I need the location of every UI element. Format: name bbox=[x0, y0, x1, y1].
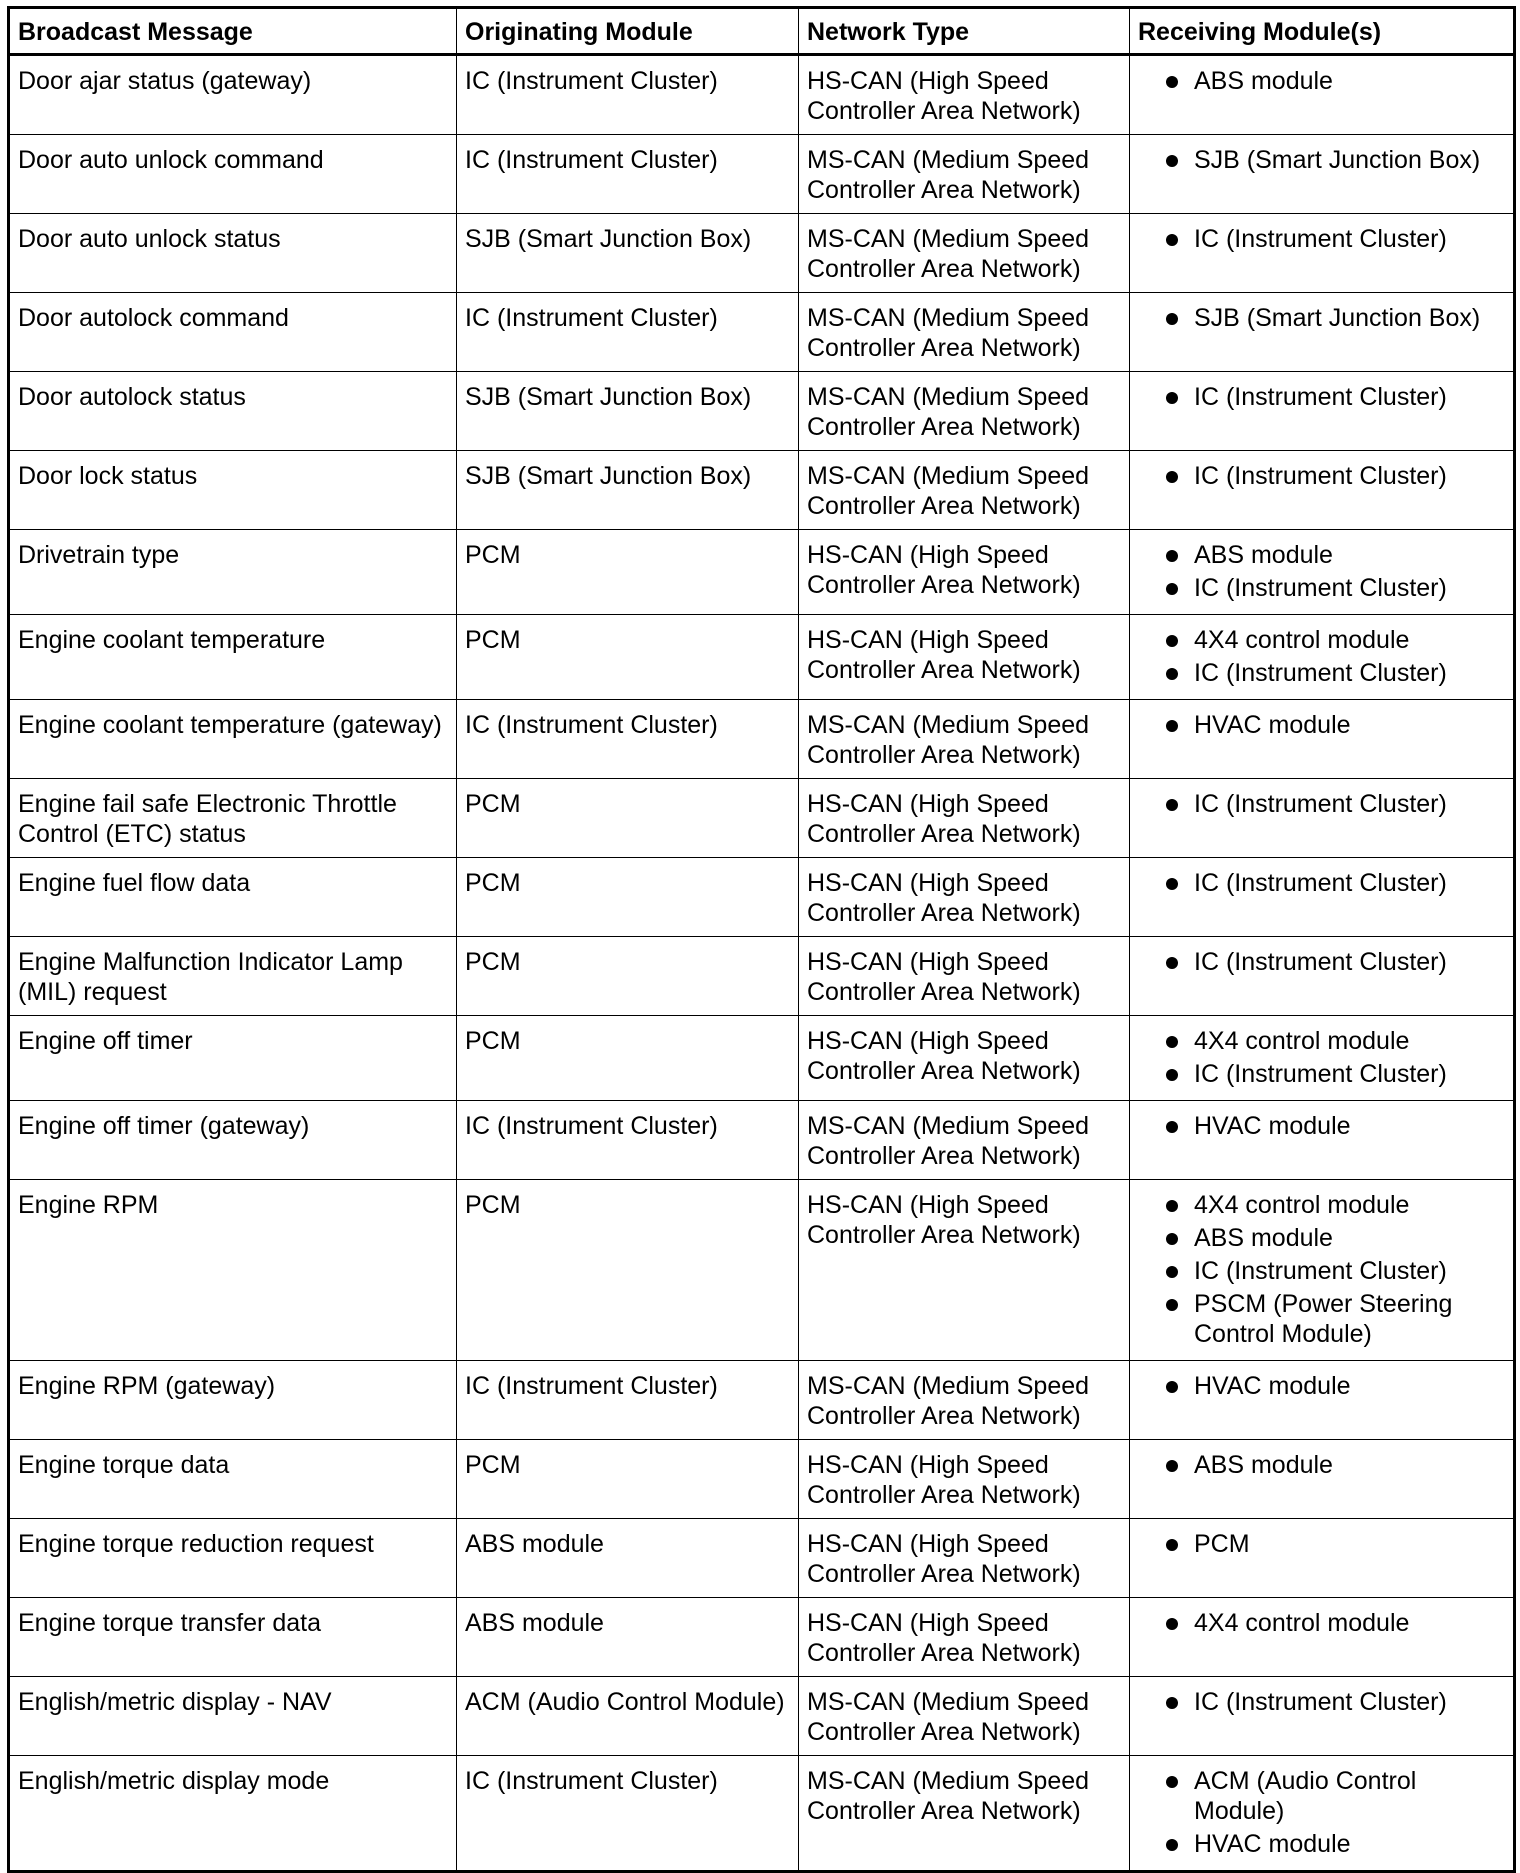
network-type-cell: MS-CAN (Medium Speed Controller Area Network) bbox=[799, 135, 1130, 214]
table-row bbox=[9, 1180, 1515, 1361]
receiving-module-item: HVAC module bbox=[1166, 710, 1505, 740]
network-type-cell: HS-CAN (High Speed Controller Area Network) bbox=[799, 937, 1130, 1016]
originating-module-cell: ABS module bbox=[457, 1519, 799, 1598]
receiving-modules-list bbox=[1138, 1111, 1505, 1141]
network-type-cell: HS-CAN (High Speed Controller Area Network) bbox=[799, 1440, 1130, 1519]
originating-module-cell: PCM bbox=[457, 1016, 799, 1101]
receiving-module-item: IC (Instrument Cluster) bbox=[1166, 573, 1505, 603]
table-row bbox=[9, 214, 1515, 293]
receiving-module-item: HVAC module bbox=[1166, 1829, 1505, 1859]
receiving-module-item: 4X4 control module bbox=[1166, 1608, 1505, 1638]
table-row bbox=[9, 700, 1515, 779]
table-row bbox=[9, 1440, 1515, 1519]
receiving-modules-cell bbox=[1130, 1016, 1515, 1101]
originating-module-cell: PCM bbox=[457, 615, 799, 700]
broadcast-message-cell: Door ajar status (gateway) bbox=[9, 55, 457, 135]
receiving-module-item: IC (Instrument Cluster) bbox=[1166, 1687, 1505, 1717]
network-type-cell: MS-CAN (Medium Speed Controller Area Network) bbox=[799, 451, 1130, 530]
broadcast-message-cell: Drivetrain type bbox=[9, 530, 457, 615]
network-type-cell: HS-CAN (High Speed Controller Area Network) bbox=[799, 1519, 1130, 1598]
originating-module-cell: PCM bbox=[457, 779, 799, 858]
broadcast-message-cell: Engine torque data bbox=[9, 1440, 457, 1519]
receiving-modules-list bbox=[1138, 1766, 1505, 1859]
originating-module-cell: SJB (Smart Junction Box) bbox=[457, 372, 799, 451]
broadcast-message-cell: English/metric display - NAV bbox=[9, 1677, 457, 1756]
receiving-module-item: IC (Instrument Cluster) bbox=[1166, 1059, 1505, 1089]
originating-module-cell: IC (Instrument Cluster) bbox=[457, 1361, 799, 1440]
originating-module-cell: SJB (Smart Junction Box) bbox=[457, 451, 799, 530]
receiving-module-item: IC (Instrument Cluster) bbox=[1166, 461, 1505, 491]
receiving-module-item: PSCM (Power Steering Control Module) bbox=[1166, 1289, 1505, 1349]
receiving-modules-list bbox=[1138, 1026, 1505, 1089]
broadcast-message-cell: Engine off timer bbox=[9, 1016, 457, 1101]
network-type-cell: MS-CAN (Medium Speed Controller Area Network) bbox=[799, 1361, 1130, 1440]
receiving-modules-list bbox=[1138, 1371, 1505, 1401]
table-row bbox=[9, 1361, 1515, 1440]
originating-module-cell: PCM bbox=[457, 1440, 799, 1519]
receiving-module-item: IC (Instrument Cluster) bbox=[1166, 947, 1505, 977]
receiving-modules-list bbox=[1138, 1190, 1505, 1349]
receiving-modules-cell bbox=[1130, 937, 1515, 1016]
table-header-row bbox=[9, 8, 1515, 55]
receiving-modules-cell bbox=[1130, 1361, 1515, 1440]
table-row bbox=[9, 1756, 1515, 1872]
network-type-cell: HS-CAN (High Speed Controller Area Network) bbox=[799, 1598, 1130, 1677]
broadcast-message-cell: Engine coolant temperature bbox=[9, 615, 457, 700]
table-row bbox=[9, 293, 1515, 372]
broadcast-message-cell: Engine off timer (gateway) bbox=[9, 1101, 457, 1180]
receiving-modules-list bbox=[1138, 224, 1505, 254]
network-type-cell: HS-CAN (High Speed Controller Area Network) bbox=[799, 55, 1130, 135]
network-type-cell: MS-CAN (Medium Speed Controller Area Network) bbox=[799, 1677, 1130, 1756]
originating-module-cell: ABS module bbox=[457, 1598, 799, 1677]
broadcast-message-cell: Door autolock status bbox=[9, 372, 457, 451]
receiving-modules-cell bbox=[1130, 1180, 1515, 1361]
receiving-module-item: HVAC module bbox=[1166, 1371, 1505, 1401]
network-type-cell: MS-CAN (Medium Speed Controller Area Network) bbox=[799, 1101, 1130, 1180]
table-row bbox=[9, 615, 1515, 700]
broadcast-message-table bbox=[7, 6, 1516, 1873]
network-type-cell: HS-CAN (High Speed Controller Area Network) bbox=[799, 530, 1130, 615]
receiving-modules-cell bbox=[1130, 372, 1515, 451]
table-row bbox=[9, 372, 1515, 451]
originating-module-cell: PCM bbox=[457, 1180, 799, 1361]
receiving-module-item: ABS module bbox=[1166, 540, 1505, 570]
receiving-modules-cell bbox=[1130, 135, 1515, 214]
receiving-modules-list bbox=[1138, 145, 1505, 175]
network-type-cell: HS-CAN (High Speed Controller Area Network) bbox=[799, 615, 1130, 700]
receiving-modules-cell bbox=[1130, 615, 1515, 700]
network-type-cell: HS-CAN (High Speed Controller Area Network) bbox=[799, 1016, 1130, 1101]
header-originating-module: Originating Module bbox=[457, 8, 799, 55]
originating-module-cell: IC (Instrument Cluster) bbox=[457, 135, 799, 214]
receiving-modules-list bbox=[1138, 382, 1505, 412]
receiving-modules-list bbox=[1138, 789, 1505, 819]
receiving-module-item: PCM bbox=[1166, 1529, 1505, 1559]
broadcast-message-cell: Engine coolant temperature (gateway) bbox=[9, 700, 457, 779]
table-row bbox=[9, 1101, 1515, 1180]
receiving-module-item: 4X4 control module bbox=[1166, 1026, 1505, 1056]
receiving-module-item: IC (Instrument Cluster) bbox=[1166, 382, 1505, 412]
network-type-cell: MS-CAN (Medium Speed Controller Area Network) bbox=[799, 293, 1130, 372]
receiving-modules-list bbox=[1138, 1450, 1505, 1480]
receiving-modules-cell bbox=[1130, 858, 1515, 937]
broadcast-message-cell: Engine torque reduction request bbox=[9, 1519, 457, 1598]
receiving-module-item: 4X4 control module bbox=[1166, 1190, 1505, 1220]
receiving-modules-cell bbox=[1130, 779, 1515, 858]
table-row bbox=[9, 937, 1515, 1016]
receiving-module-item: IC (Instrument Cluster) bbox=[1166, 789, 1505, 819]
table-row bbox=[9, 858, 1515, 937]
receiving-modules-cell bbox=[1130, 1756, 1515, 1872]
receiving-modules-cell bbox=[1130, 293, 1515, 372]
receiving-modules-cell bbox=[1130, 1101, 1515, 1180]
receiving-module-item: IC (Instrument Cluster) bbox=[1166, 868, 1505, 898]
network-type-cell: HS-CAN (High Speed Controller Area Network) bbox=[799, 779, 1130, 858]
receiving-modules-list bbox=[1138, 625, 1505, 688]
network-type-cell: HS-CAN (High Speed Controller Area Network) bbox=[799, 1180, 1130, 1361]
originating-module-cell: PCM bbox=[457, 937, 799, 1016]
broadcast-message-cell: Door autolock command bbox=[9, 293, 457, 372]
originating-module-cell: IC (Instrument Cluster) bbox=[457, 700, 799, 779]
receiving-modules-list bbox=[1138, 947, 1505, 977]
header-network-type: Network Type bbox=[799, 8, 1130, 55]
originating-module-cell: ACM (Audio Control Module) bbox=[457, 1677, 799, 1756]
originating-module-cell: PCM bbox=[457, 530, 799, 615]
table-row bbox=[9, 55, 1515, 135]
table-row bbox=[9, 530, 1515, 615]
receiving-modules-list bbox=[1138, 1608, 1505, 1638]
broadcast-message-cell: Engine torque transfer data bbox=[9, 1598, 457, 1677]
originating-module-cell: PCM bbox=[457, 858, 799, 937]
table-row bbox=[9, 1016, 1515, 1101]
receiving-modules-cell bbox=[1130, 1519, 1515, 1598]
receiving-module-item: SJB (Smart Junction Box) bbox=[1166, 145, 1505, 175]
receiving-module-item: HVAC module bbox=[1166, 1111, 1505, 1141]
receiving-modules-list bbox=[1138, 461, 1505, 491]
receiving-modules-cell bbox=[1130, 530, 1515, 615]
receiving-module-item: IC (Instrument Cluster) bbox=[1166, 658, 1505, 688]
broadcast-message-cell: Engine RPM bbox=[9, 1180, 457, 1361]
broadcast-message-cell: English/metric display mode bbox=[9, 1756, 457, 1872]
receiving-modules-cell bbox=[1130, 55, 1515, 135]
receiving-modules-cell bbox=[1130, 214, 1515, 293]
receiving-modules-list bbox=[1138, 66, 1505, 96]
network-type-cell: MS-CAN (Medium Speed Controller Area Network) bbox=[799, 1756, 1130, 1872]
originating-module-cell: IC (Instrument Cluster) bbox=[457, 293, 799, 372]
table-row bbox=[9, 135, 1515, 214]
broadcast-message-cell: Door auto unlock status bbox=[9, 214, 457, 293]
network-type-cell: HS-CAN (High Speed Controller Area Network) bbox=[799, 858, 1130, 937]
receiving-modules-list bbox=[1138, 868, 1505, 898]
broadcast-message-cell: Door lock status bbox=[9, 451, 457, 530]
originating-module-cell: IC (Instrument Cluster) bbox=[457, 1756, 799, 1872]
originating-module-cell: IC (Instrument Cluster) bbox=[457, 1101, 799, 1180]
network-type-cell: MS-CAN (Medium Speed Controller Area Network) bbox=[799, 214, 1130, 293]
receiving-module-item: ABS module bbox=[1166, 1450, 1505, 1480]
originating-module-cell: IC (Instrument Cluster) bbox=[457, 55, 799, 135]
receiving-modules-list bbox=[1138, 710, 1505, 740]
network-type-cell: MS-CAN (Medium Speed Controller Area Network) bbox=[799, 372, 1130, 451]
table-row bbox=[9, 1598, 1515, 1677]
receiving-modules-list bbox=[1138, 1529, 1505, 1559]
receiving-module-item: ABS module bbox=[1166, 1223, 1505, 1253]
broadcast-message-cell: Door auto unlock command bbox=[9, 135, 457, 214]
header-broadcast-message: Broadcast Message bbox=[9, 8, 457, 55]
receiving-modules-list bbox=[1138, 1687, 1505, 1717]
table-row bbox=[9, 1519, 1515, 1598]
receiving-modules-list bbox=[1138, 303, 1505, 333]
receiving-module-item: 4X4 control module bbox=[1166, 625, 1505, 655]
broadcast-message-cell: Engine RPM (gateway) bbox=[9, 1361, 457, 1440]
receiving-module-item: SJB (Smart Junction Box) bbox=[1166, 303, 1505, 333]
receiving-modules-cell bbox=[1130, 451, 1515, 530]
broadcast-message-cell: Engine Malfunction Indicator Lamp (MIL) request bbox=[9, 937, 457, 1016]
receiving-modules-list bbox=[1138, 540, 1505, 603]
receiving-module-item: IC (Instrument Cluster) bbox=[1166, 1256, 1505, 1286]
receiving-modules-cell bbox=[1130, 1598, 1515, 1677]
receiving-module-item: ABS module bbox=[1166, 66, 1505, 96]
table-body bbox=[9, 55, 1515, 1872]
header-receiving-modules: Receiving Module(s) bbox=[1130, 8, 1515, 55]
network-type-cell: MS-CAN (Medium Speed Controller Area Network) bbox=[799, 700, 1130, 779]
receiving-modules-cell bbox=[1130, 700, 1515, 779]
receiving-modules-cell bbox=[1130, 1677, 1515, 1756]
receiving-modules-cell bbox=[1130, 1440, 1515, 1519]
table-row bbox=[9, 451, 1515, 530]
receiving-module-item: ACM (Audio Control Module) bbox=[1166, 1766, 1505, 1826]
receiving-module-item: IC (Instrument Cluster) bbox=[1166, 224, 1505, 254]
originating-module-cell: SJB (Smart Junction Box) bbox=[457, 214, 799, 293]
table-row bbox=[9, 1677, 1515, 1756]
broadcast-message-cell: Engine fail safe Electronic Throttle Control (ETC) status bbox=[9, 779, 457, 858]
broadcast-message-cell: Engine fuel flow data bbox=[9, 858, 457, 937]
table-row bbox=[9, 779, 1515, 858]
